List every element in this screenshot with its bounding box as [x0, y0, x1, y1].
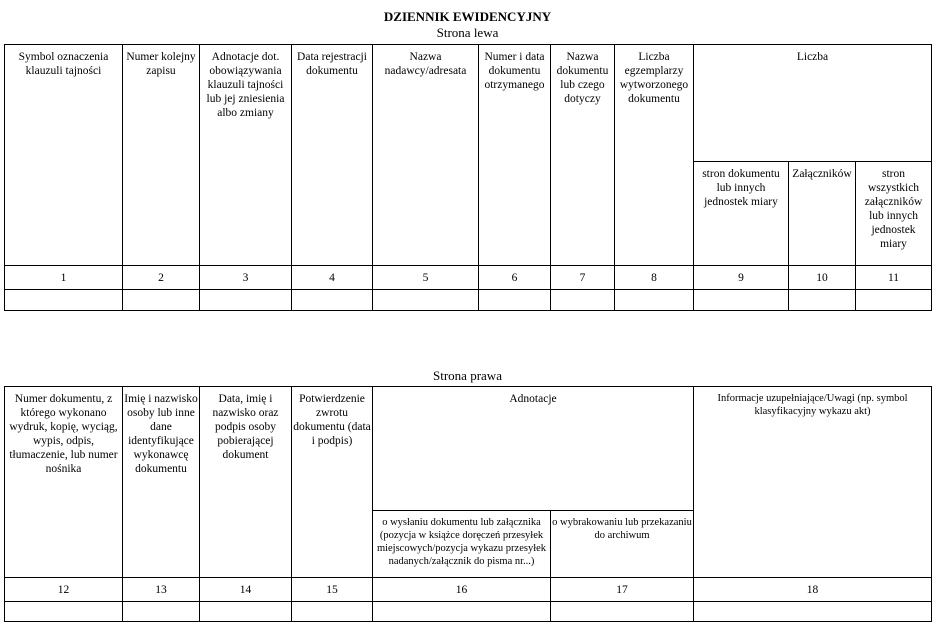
entry-cell[interactable]	[694, 602, 932, 622]
col-header-3: Adnotacje dot. obowiązywania klauzuli tajności lub jej zniesienia albo zmiany	[200, 45, 292, 266]
entry-cell[interactable]	[5, 602, 123, 622]
col-number: 12	[5, 578, 123, 602]
entry-cell[interactable]	[123, 290, 200, 311]
col-number: 10	[789, 266, 856, 290]
entry-cell[interactable]	[123, 602, 200, 622]
col-number: 11	[856, 266, 932, 290]
col-header-7: Nazwa dokumentu lub czego dotyczy	[551, 45, 615, 266]
col-number: 8	[615, 266, 694, 290]
col-number: 6	[479, 266, 551, 290]
left-page-subtitle: Strona lewa	[436, 25, 499, 40]
col-header-2: Numer kolejny zapisu	[123, 45, 200, 266]
col-header-10: Załączników	[789, 162, 856, 266]
entry-cell[interactable]	[551, 290, 615, 311]
col-header-18: Informacje uzupełniające/Uwagi (np. symbol klasyfikacyjny wykazu akt)	[694, 387, 932, 578]
col-header-16: o wysłaniu dokumentu lub załącznika (pozycja w książce doręczeń przesyłek miejscowych/pozycja wykazu przesyłek nadanych/załącznik do pisma nr...)	[373, 511, 551, 578]
col-number: 5	[373, 266, 479, 290]
entry-cell[interactable]	[694, 290, 789, 311]
col-header-11: stron wszystkich załączników lub innych jednostek miary	[856, 162, 932, 266]
document-title: DZIENNIK EWIDENCYJNY	[383, 9, 552, 24]
group-header-adnotacje: Adnotacje	[373, 387, 694, 511]
col-number: 2	[123, 266, 200, 290]
col-number: 4	[292, 266, 373, 290]
entry-cell[interactable]	[615, 290, 694, 311]
col-number: 9	[694, 266, 789, 290]
entry-cell[interactable]	[373, 290, 479, 311]
entry-cell[interactable]	[789, 290, 856, 311]
entry-cell[interactable]	[292, 290, 373, 311]
col-number: 7	[551, 266, 615, 290]
right-page-subtitle: Strona prawa	[433, 368, 502, 383]
col-header-5: Nazwa nadawcy/adresata	[373, 45, 479, 266]
column-number-row	[5, 266, 932, 290]
col-header-13: Imię i nazwisko osoby lub inne dane identyfikujące wykonawcę dokumentu	[123, 387, 200, 578]
entry-cell[interactable]	[856, 290, 932, 311]
col-header-1: Symbol oznaczenia klauzuli tajności	[5, 45, 123, 266]
entry-cell[interactable]	[373, 602, 551, 622]
col-header-8: Liczba egzemplarzy wytworzonego dokumentu	[615, 45, 694, 266]
col-header-15: Potwierdzenie zwrotu dokumentu (data i podpis)	[292, 387, 373, 578]
col-header-6: Numer i data dokumentu otrzymanego	[479, 45, 551, 266]
col-header-14: Data, imię i nazwisko oraz podpis osoby pobierającej dokument	[200, 387, 292, 578]
group-header-liczba: Liczba	[694, 45, 932, 162]
col-header-4: Data rejestracji dokumentu	[292, 45, 373, 266]
col-header-9: stron dokumentu lub innych jednostek miary	[694, 162, 789, 266]
col-number: 15	[292, 578, 373, 602]
empty-entry-row	[5, 290, 932, 311]
entry-cell[interactable]	[200, 602, 292, 622]
empty-entry-row	[5, 602, 932, 622]
col-number: 14	[200, 578, 292, 602]
entry-cell[interactable]	[200, 290, 292, 311]
col-number: 3	[200, 266, 292, 290]
col-number: 16	[373, 578, 551, 602]
col-number: 17	[551, 578, 694, 602]
entry-cell[interactable]	[479, 290, 551, 311]
col-number: 18	[694, 578, 932, 602]
right-page-table	[4, 386, 932, 622]
entry-cell[interactable]	[551, 602, 694, 622]
col-header-12: Numer dokumentu, z którego wykonano wydruk, kopię, wyciąg, wypis, odpis, tłumaczenie, lub numer nośnika	[5, 387, 123, 578]
entry-cell[interactable]	[5, 290, 123, 311]
col-header-17: o wybrakowaniu lub przekazaniu do archiwum	[551, 511, 694, 578]
left-page-table	[4, 44, 932, 311]
entry-cell[interactable]	[292, 602, 373, 622]
col-number: 13	[123, 578, 200, 602]
column-number-row	[5, 578, 932, 602]
col-number: 1	[5, 266, 123, 290]
